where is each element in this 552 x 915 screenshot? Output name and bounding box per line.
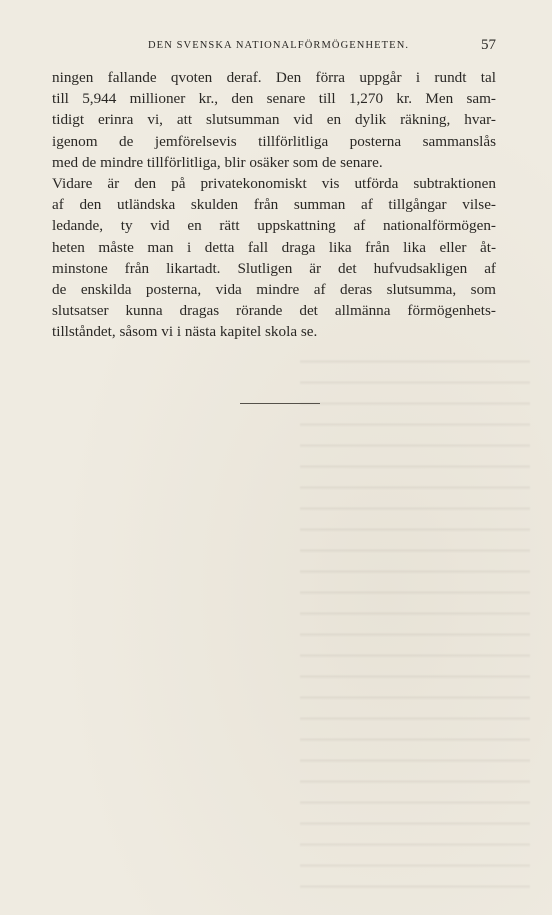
section-divider-rule [240, 403, 320, 404]
text-line: med de mindre tillförlitliga, blir osäker som de senare. [52, 153, 383, 171]
text-line: ledande, ty vid en rätt uppskattning af nationalförmögen- [52, 217, 496, 235]
text-line: af den utländska skulden från summan af tillgångar vilse- [52, 196, 496, 214]
running-head: DEN SVENSKA NATIONALFÖRMÖGENHETEN. [148, 40, 410, 51]
page-number: 57 [481, 37, 496, 53]
text-line: de enskilda posterna, vida mindre af deras slutsumma, som [52, 280, 496, 298]
show-through-from-reverse-page [300, 350, 530, 890]
text-line: igenom de jemförelsevis tillförlitliga posterna sammanslås [52, 132, 496, 150]
body-paragraph [52, 67, 496, 342]
text-line: ningen fallande qvoten deraf. Den förra uppgår i rundt tal [52, 69, 496, 86]
text-line: slutsatser kunna dragas rörande det allmänna förmögenhets- [52, 302, 496, 320]
text-line: till 5,944 millioner kr., den senare till 1,270 kr. Men sam- [52, 90, 496, 108]
text-line: Vidare är den på privatekonomiskt vis utförda subtraktionen [52, 174, 496, 192]
text-line: tillståndet, såsom vi i nästa kapitel skola se. [52, 323, 318, 341]
text-line: minstone från likartadt. Slutligen är det hufvudsakligen af [52, 259, 496, 277]
text-line: heten måste man i detta fall draga lika från lika eller åt- [52, 238, 496, 256]
text-line: tidigt erinra vi, att slutsumman vid en dylik räkning, hvar- [52, 111, 496, 129]
page-header [52, 37, 496, 58]
